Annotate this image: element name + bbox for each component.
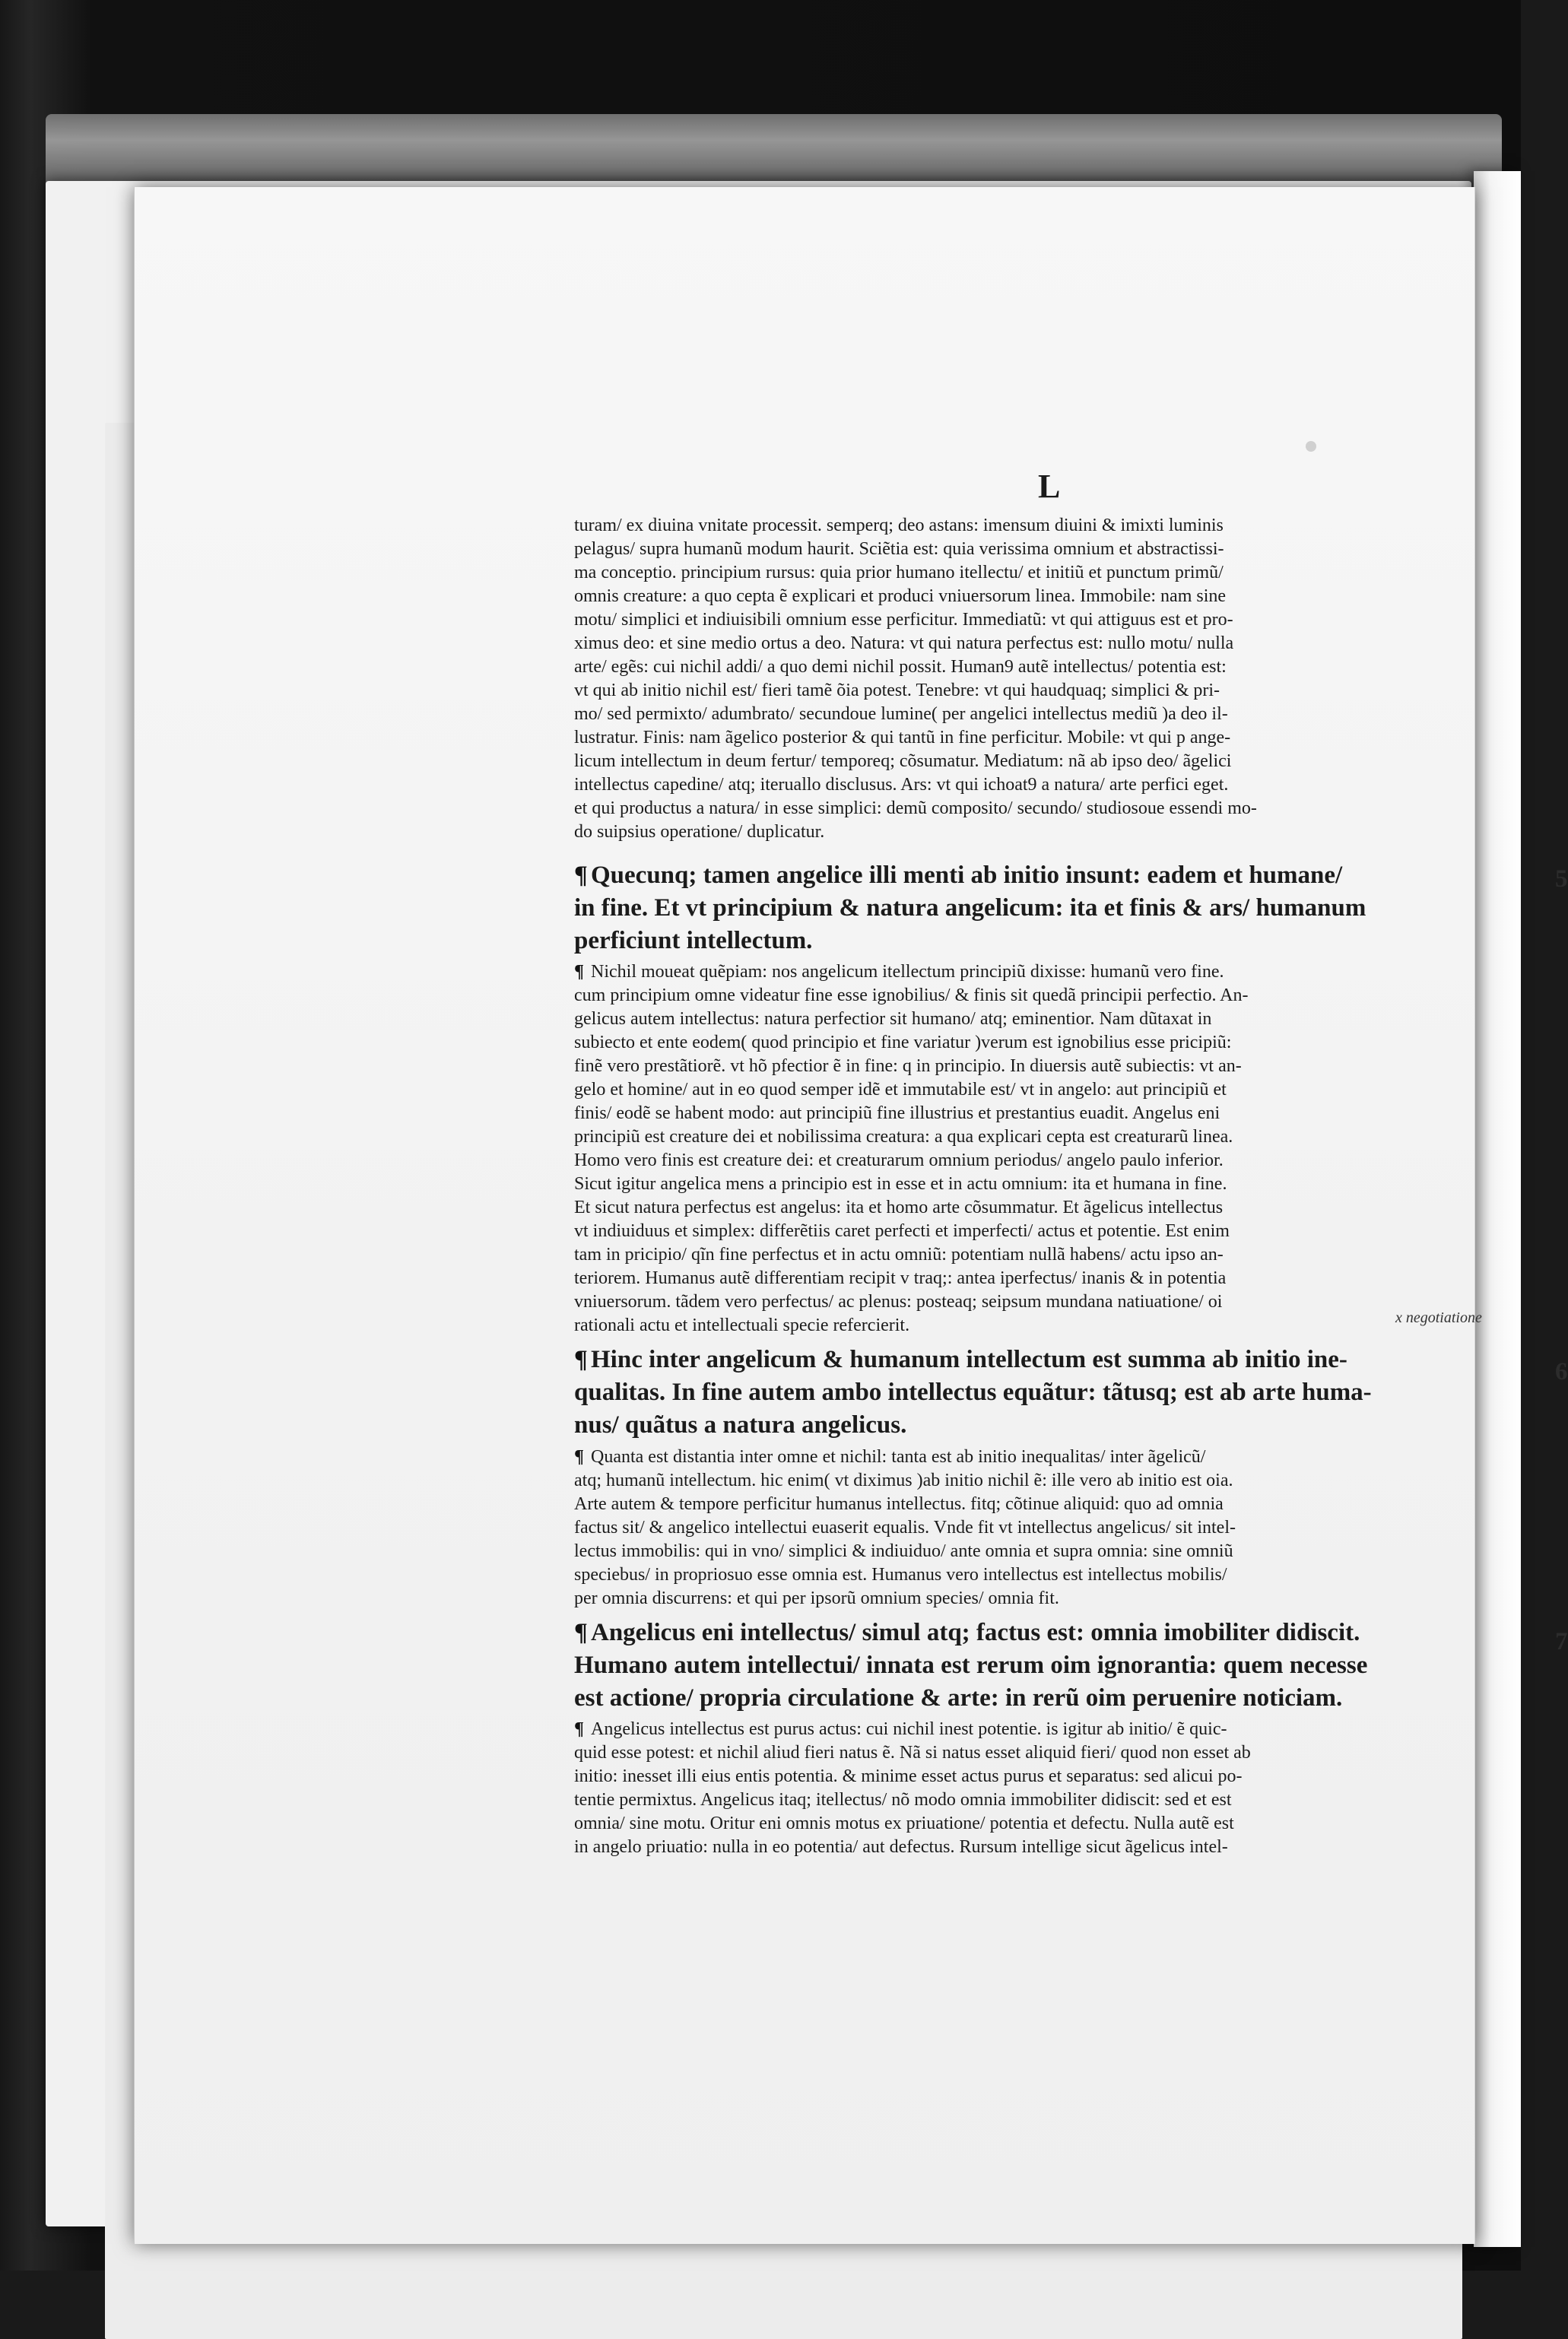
pilcrow-icon: ¶	[574, 962, 584, 982]
text-line: Arte autem & tempore perficitur humanus intellectus. fitq; cõtinue aliquid: quo ad omnia	[574, 1494, 1224, 1514]
text-line: rationali actu et intellectuali specie refercierit.	[574, 1315, 910, 1335]
text-line: motu/ simplici et indiuisibili omnium esse perficitur. Immediatũ: vt qui attiguus est et pro-	[574, 610, 1233, 630]
heading-line: ¶ Hinc inter angelicum & humanum intellectum est summa ab initio ine-	[574, 1346, 1347, 1373]
text-line: tentie permixtus. Angelicus itaq; itellectus/ nõ modo omnia immobiliter didiscit: sed et est	[574, 1790, 1232, 1810]
text-line: ¶ Quanta est distantia inter omne et nichil: tanta est ab initio inequalitas/ inter ãgelicũ/	[574, 1447, 1206, 1467]
text-line: do suipsius operatione/ duplicatur.	[574, 822, 825, 842]
text-line: ¶ Angelicus intellectus est purus actus: cui nichil inest potentie. is igitur ab initio/ ẽ quic-	[574, 1719, 1227, 1739]
text-line: finis/ eodẽ se habent modo: aut principiũ fine illustrius et prestantius euadit. Angelus eni	[574, 1103, 1220, 1123]
text-line: gelo et homine/ aut in eo quod semper idẽ et immutabile est/ vt in angelo: aut principiũ et	[574, 1080, 1227, 1100]
text-line: lustratur. Finis: nam ãgelico posterior & qui tantũ in fine perficitur. Mobile: vt qui p ange-	[574, 728, 1231, 747]
text-line: speciebus/ in propriosuo esse omnia est. Humanus vero intellectus est intellectus mobilis/	[574, 1565, 1227, 1585]
margin-number: 5	[1555, 865, 1568, 893]
text-line: Homo vero finis est creature dei: et creaturarum omnium periodus/ angelo paulo inferior.	[574, 1150, 1224, 1170]
heading-line: est actione/ propria circulatione & arte: in rerũ oim peruenire noticiam.	[574, 1684, 1343, 1712]
pilcrow-icon: ¶	[574, 1619, 588, 1646]
margin-number: 7	[1555, 1628, 1568, 1655]
text-line: lectus immobilis: qui in vno/ simplici & indiuiduo/ ante omnia et supra omnia: sine omniũ	[574, 1541, 1233, 1561]
text-line: subiecto et ente eodem( quod principio et fine variatur )verum est ignobilius esse pricipiũ:	[574, 1033, 1232, 1052]
text-line: in angelo priuatio: nulla in eo potentia/ aut defectus. Rursum intellige sicut ãgelicus intel-	[574, 1837, 1228, 1857]
margin-number: 6	[1555, 1358, 1568, 1385]
text-line: arte/ egẽs: cui nichil addi/ a quo demi nichil possit. Human9 autẽ intellectus/ potentia est:	[574, 657, 1227, 677]
heading-line: ¶ Angelicus eni intellectus/ simul atq; factus est: omnia imobiliter didiscit.	[574, 1619, 1360, 1646]
text-line: licum intellectum in deum fertur/ temporeq; cõsumatur. Mediatum: nã ab ipso deo/ ãgelici	[574, 751, 1232, 771]
text-line: per omnia discurrens: et qui per ipsorũ omnium species/ omnia fit.	[574, 1588, 1059, 1608]
text-line: intellectus capedine/ atq; iteruallo disclusus. Ars: vt qui ichoat9 a natura/ arte perfici eget.	[574, 775, 1229, 795]
heading-line: ¶ Quecunq; tamen angelice illi menti ab initio insunt: eadem et humane/	[574, 862, 1343, 889]
text-block	[574, 514, 1568, 1997]
heading-line: in fine. Et vt principium & natura angelicum: ita et finis & ars/ humanum	[574, 894, 1366, 922]
text-line: et qui productus a natura/ in esse simplici: demũ composito/ secundo/ studiosoue essendi mo-	[574, 798, 1257, 818]
text-line: Sicut igitur angelica mens a principio est in esse et in actu omnium: ita et humana in fine.	[574, 1174, 1227, 1194]
text-line: initio: inesset illi eius entis potentia. & minime esset actus purus et separatus: sed alicui po-	[574, 1766, 1243, 1786]
text-line: atq; humanũ intellectum. hic enim( vt diximus )ab initio nichil ẽ: ille vero ab initio est oia.	[574, 1471, 1233, 1490]
text-line: quid esse potest: et nichil aliud fieri natus ẽ. Nã si natus esset aliquid fieri/ quod non esset ab	[574, 1743, 1251, 1763]
text-line: Et sicut natura perfectus est angelus: ita et homo arte cõsummatur. Et ãgelicus intellectus	[574, 1198, 1224, 1217]
pilcrow-icon: ¶	[574, 1447, 584, 1467]
text-line: tam in pricipio/ qĩn fine perfectus et in actu omniũ: potentiam nullã habens/ actu ipso an-	[574, 1245, 1224, 1265]
text-line: vniuersorum. tãdem vero perfectus/ ac plenus: posteaq; seipsum mundana natiuatione/ oi	[574, 1292, 1223, 1312]
text-line: gelicus autem intellectus: natura perfectior sit humano/ atq; eminentior. Nam dũtaxat in	[574, 1009, 1212, 1029]
text-line: omnia/ sine motu. Oritur eni omnis motus ex priuatione/ potentia et defectu. Nulla autẽ est	[574, 1814, 1234, 1833]
text-line: pelagus/ supra humanũ modum haurit. Sciẽtia est: quia verissima omnium et abstractissi-	[574, 539, 1224, 559]
text-line: ximus deo: et sine medio ortus a deo. Natura: vt qui natura perfectus est: nullo motu/ nulla	[574, 633, 1234, 653]
text-line: finẽ vero prestãtiorẽ. vt hõ pfectior ẽ in fine: q in principio. In diuersis autẽ subiectis: vt an-	[574, 1056, 1242, 1076]
text-line: principiũ est creature dei et nobilissima creatura: a qua explicari cepta est creaturarũ linea.	[574, 1127, 1233, 1147]
text-line: vt indiuiduus et simplex: differẽtiis caret perfecti et imperfecti/ actus et potentie. Est enim	[574, 1221, 1230, 1241]
text-line: factus sit/ & angelico intellectui euaserit equalis. Vnde fit vt intellectus angelicus/ sit intel-	[574, 1518, 1236, 1538]
heading-line: perficiunt intellectum.	[574, 927, 813, 954]
handwritten-annotation: x negotiatione	[1395, 1309, 1482, 1326]
pilcrow-icon: ¶	[574, 862, 588, 889]
heading-line: Humano autem intellectui/ innata est rerum oim ignorantia: quem necesse	[574, 1652, 1368, 1679]
text-line: ma conceptio. principium rursus: quia prior humano itellectu/ et initiũ et punctum primũ/	[574, 563, 1224, 582]
text-line: cum principium omne videatur fine esse ignobilius/ & finis sit quedã principii perfectio. An-	[574, 985, 1249, 1005]
text-line: ¶ Nichil moueat quẽpiam: nos angelicum itellectum principiũ dixisse: humanũ vero fine.	[574, 962, 1224, 982]
pilcrow-icon: ¶	[574, 1346, 588, 1373]
pilcrow-icon: ¶	[574, 1719, 584, 1739]
heading-line: qualitas. In fine autem ambo intellectus equãtur: tãtusq; est ab arte huma-	[574, 1379, 1372, 1406]
text-line: vt qui ab initio nichil est/ fieri tamẽ õia potest. Tenebre: vt qui haudquaq; simplici & pri-	[574, 681, 1220, 700]
text-line: omnis creature: a quo cepta ẽ explicari et produci vniuersorum linea. Immobile: nam sine	[574, 586, 1227, 606]
text-line: mo/ sed permixto/ adumbrato/ secundoue lumine( per angelici intellectus mediũ )a deo il-	[574, 704, 1228, 724]
text-line: turam/ ex diuina vnitate processit. semperq; deo astans: imensum diuini & imixti luminis	[574, 516, 1224, 535]
text-line: teriorem. Humanus autẽ differentiam recipit v traq;: antea iperfectus/ inanis & in potentia	[574, 1268, 1227, 1288]
page-smudge	[1306, 441, 1316, 452]
heading-line: nus/ quãtus a natura angelicus.	[574, 1411, 907, 1439]
document-page	[134, 187, 1568, 2244]
folio-mark: L	[1038, 468, 1061, 505]
